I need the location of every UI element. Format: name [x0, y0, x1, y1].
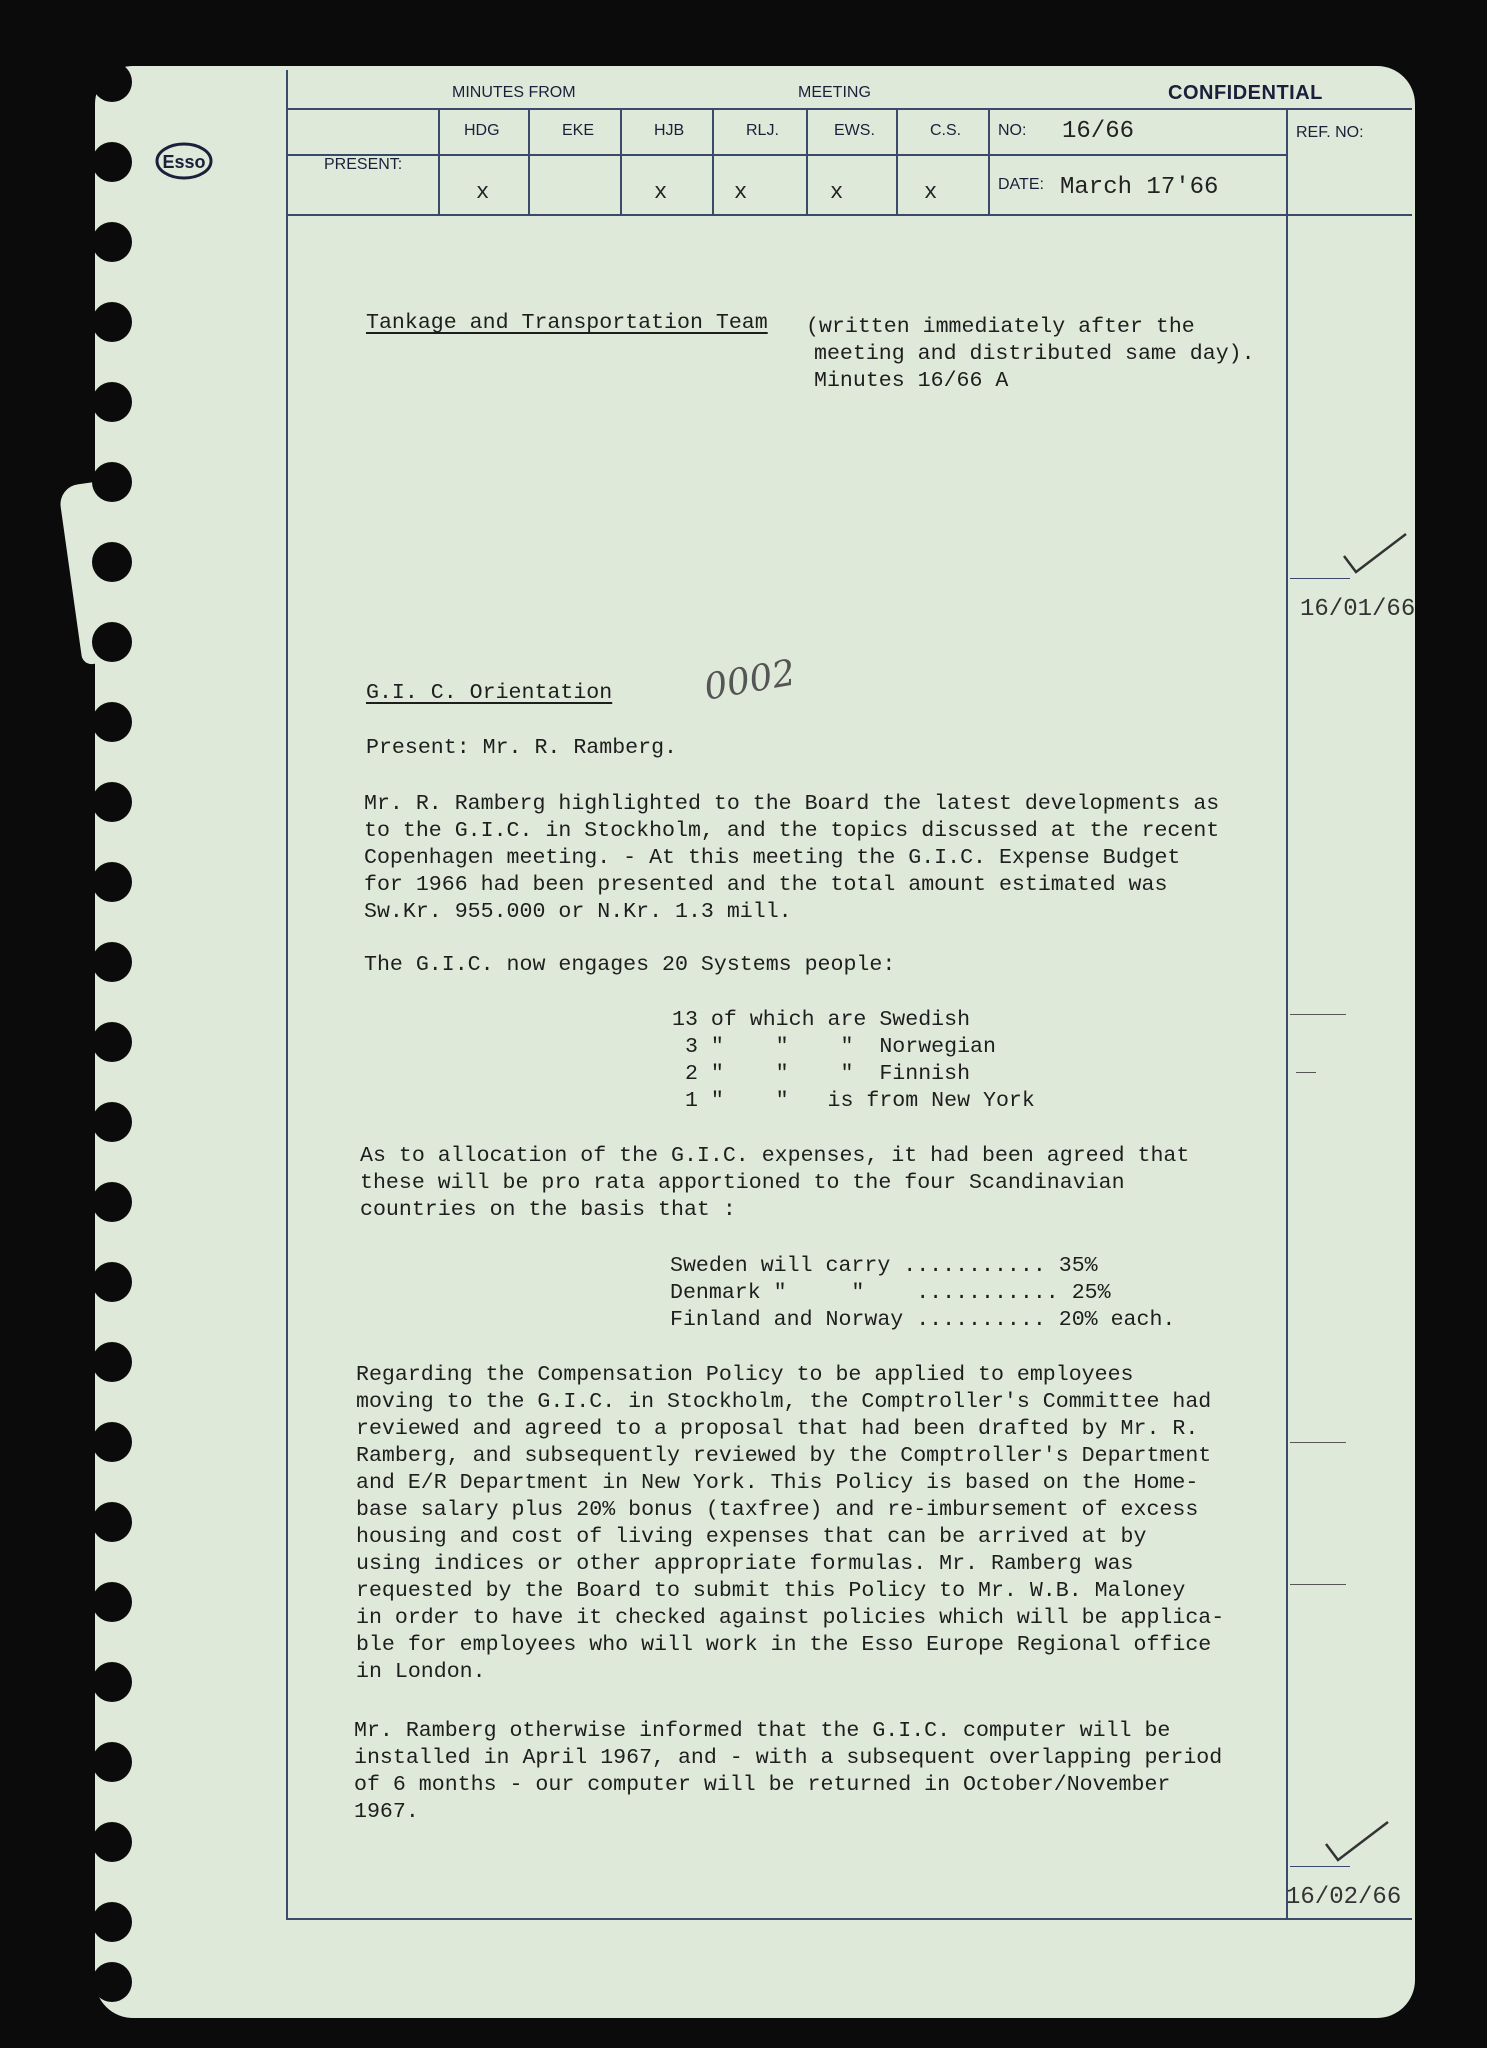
binder-hole — [92, 622, 132, 662]
date-label: DATE: — [998, 176, 1044, 193]
list-item: Denmark " " ........... 25% — [670, 1281, 1111, 1305]
binder-hole — [92, 782, 132, 822]
margin-tick — [1290, 1584, 1346, 1585]
minutes-from-label: MINUTES FROM — [452, 84, 576, 101]
meeting-label: MEETING — [798, 84, 871, 101]
section-title-gic: G.I. C. Orientation — [366, 681, 613, 705]
list-item: 13 of which are Swedish — [672, 1008, 971, 1032]
binder-hole — [92, 702, 132, 742]
binder-hole — [92, 1342, 132, 1382]
margin-ref-number: 16/02/66 — [1286, 1884, 1402, 1911]
binder-hole — [92, 302, 132, 342]
col-header-hjb: HJB — [654, 122, 685, 139]
ref-no-label: REF. NO: — [1296, 124, 1364, 141]
margin-tick — [1290, 1014, 1346, 1015]
col-header-hdg: HDG — [464, 122, 500, 139]
binder-hole — [92, 1182, 132, 1222]
binder-hole — [92, 542, 132, 582]
list-item: 1 " " is from New York — [672, 1089, 1035, 1113]
paragraph-compensation-policy: Regarding the Compensation Policy to be applied to employees moving to the G.I.C. in Stockholm, the Comptroller's Committee had reviewed and agreed to a proposal that had been drafted by Mr. R. Ramberg, and subsequently reviewed by the Comptroller's Department and E/R Department in New York. This Policy is based on the Home- base salary plus 20% bonus (taxfree) and re-imbursement of excess housing and cost of living expenses that can be arrived at by using indices or other appropriate formulas. Mr. Ramberg was requested by the Board to submit this Policy to Mr. W.B. Maloney in order to have it checked against policies which will be applica- ble for employees who will work in the Esso Europe Regional office in London. — [356, 1363, 1225, 1684]
number-value: 16/66 — [1062, 118, 1135, 145]
date-value: March 17'66 — [1060, 174, 1219, 201]
attendance-mark: x — [924, 180, 938, 205]
binder-hole — [92, 382, 132, 422]
attendance-mark: x — [734, 180, 748, 205]
paragraph-allocation: As to allocation of the G.I.C. expenses, it had been agreed that these will be pro rata apportioned to the four Scandinavian countries on the basis that : — [360, 1144, 1190, 1222]
section-note-line: (written immediately after the — [806, 315, 1195, 339]
binder-hole — [92, 62, 132, 102]
binder-hole — [92, 1422, 132, 1462]
binder-hole — [92, 1822, 132, 1862]
binder-hole — [92, 1502, 132, 1542]
minutes-reference: Minutes 16/66 A — [814, 369, 1009, 393]
paragraph-budget: Mr. R. Ramberg highlighted to the Board the latest developments as to the G.I.C. in Stockholm, and the topics discussed at the recent Copenhagen meeting. - At this meeting the G.I.C. Expense Budget for 1966 had been presented and the total amount estimated was Sw.Kr. 955.000 or N.Kr. 1.3 mill. — [364, 792, 1220, 924]
attendance-mark: x — [654, 180, 668, 205]
binder-hole — [92, 142, 132, 182]
binder-hole — [92, 1662, 132, 1702]
section-title-tankage: Tankage and Transportation Team — [366, 311, 768, 335]
margin-ref-number: 16/01/66 — [1300, 596, 1416, 623]
col-header-ews: EWS. — [834, 122, 875, 139]
binder-hole — [92, 862, 132, 902]
binder-hole — [92, 1962, 132, 2002]
section-note-line: meeting and distributed same day). — [814, 342, 1255, 366]
attendance-mark: x — [830, 180, 844, 205]
confidential-label: CONFIDENTIAL — [1168, 82, 1323, 104]
list-item: 3 " " " Norwegian — [672, 1035, 996, 1059]
binder-hole — [92, 1902, 132, 1942]
esso-logo-text: Esso — [162, 152, 206, 172]
col-header-rlj: RLJ. — [746, 122, 779, 139]
esso-logo — [154, 140, 214, 182]
col-header-cs: C.S. — [930, 122, 962, 139]
binder-hole — [92, 1742, 132, 1782]
col-header-eke: EKE — [562, 122, 595, 139]
margin-tick — [1296, 1072, 1316, 1073]
present-label: PRESENT: — [324, 156, 403, 173]
paragraph-computer-install: Mr. Ramberg otherwise informed that the G.I.C. computer will be installed in April 1967, and - with a subsequent overlapping period of 6 months - our computer will be returned in October/November 1967. — [354, 1719, 1223, 1824]
list-item: 2 " " " Finnish — [672, 1062, 971, 1086]
paragraph-staff-intro: The G.I.C. now engages 20 Systems people: — [364, 953, 896, 977]
number-label: NO: — [998, 122, 1027, 139]
present-line: Present: Mr. R. Ramberg. — [366, 736, 678, 760]
binder-hole — [92, 462, 132, 502]
margin-tick — [1290, 1442, 1346, 1443]
binder-hole — [92, 1022, 132, 1062]
handwritten-page-number: 0002 — [701, 652, 799, 709]
list-item: Finland and Norway .......... 20% each. — [670, 1308, 1176, 1332]
binder-hole — [92, 1262, 132, 1302]
binder-hole — [92, 1582, 132, 1622]
checkmark-icon — [1322, 1818, 1392, 1866]
attendance-mark: x — [476, 180, 490, 205]
binder-hole — [92, 1102, 132, 1142]
binder-hole — [92, 942, 132, 982]
binder-hole — [92, 222, 132, 262]
list-item: Sweden will carry ........... 35% — [670, 1254, 1098, 1278]
checkmark-icon — [1340, 530, 1410, 578]
